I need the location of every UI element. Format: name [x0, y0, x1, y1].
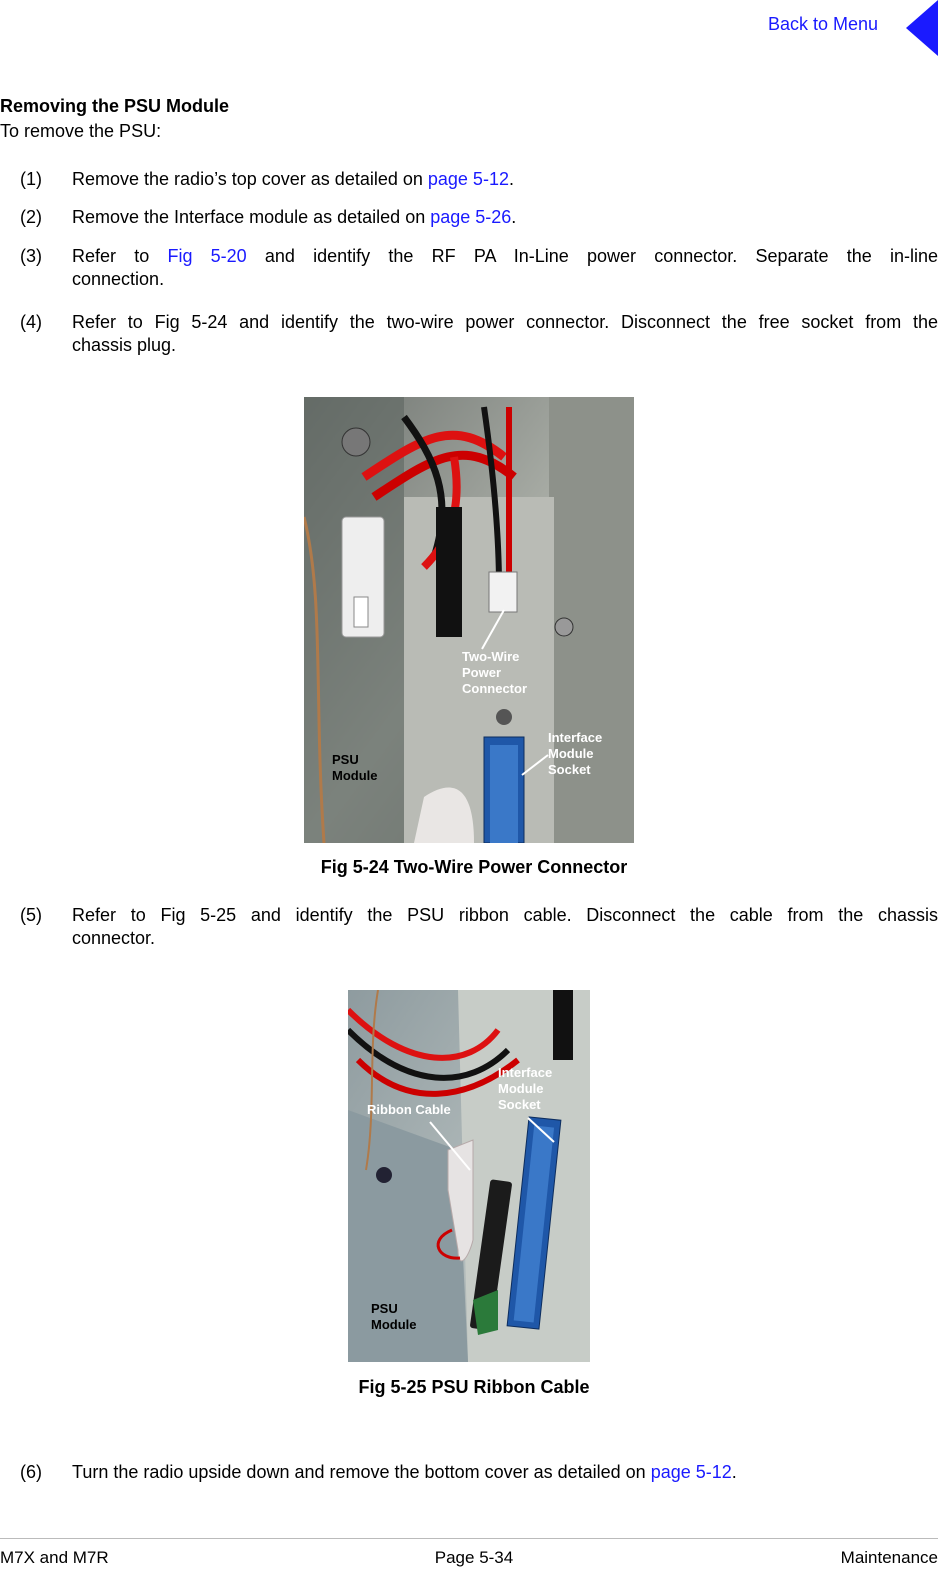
page-link[interactable]: page 5-12	[650, 1462, 732, 1482]
step-text: Refer to Fig 5-24 and identify the two-wire power connector. Disconnect the free socket from the chassis plug.	[72, 312, 938, 355]
page-link[interactable]: page 5-26	[430, 207, 512, 227]
step-text: Refer to Fig 5-20 and identify the RF PA In-Line power connector. Separate the in-line connection.	[72, 246, 938, 289]
footer-left: M7X and M7R	[0, 1548, 109, 1567]
step-number: (2)	[20, 207, 42, 227]
step-number: (6)	[20, 1462, 42, 1482]
step-text: Remove the radio’s top cover as detailed on page 5-12.	[72, 169, 514, 189]
label-two-wire-connector: Two-Wire Power Connector	[462, 649, 527, 696]
step-text: Remove the Interface module as detailed on page 5-26.	[72, 207, 517, 227]
label-interface-socket: Interface Module Socket	[498, 1065, 553, 1112]
step-text: Refer to Fig 5-25 and identify the PSU ribbon cable. Disconnect the cable from the chassis connector.	[72, 905, 938, 948]
footer-divider	[0, 1538, 938, 1539]
figure-photo-ribbon-cable	[348, 990, 590, 1362]
back-to-menu-link[interactable]: Back to Menu	[768, 14, 879, 34]
label-ribbon-cable: Ribbon Cable	[367, 1102, 451, 1117]
step-text: Turn the radio upside down and remove the bottom cover as detailed on page 5-12.	[72, 1462, 737, 1482]
figure-photo-two-wire-connector	[304, 397, 634, 843]
footer-right: Maintenance	[840, 1548, 938, 1567]
back-arrow-icon[interactable]	[906, 0, 938, 56]
label-psu-module: PSU Module	[332, 752, 378, 783]
footer-page-number: Page 5-34	[434, 1548, 514, 1567]
step-number: (1)	[20, 169, 42, 189]
step-number: (3)	[20, 246, 42, 266]
step-number: (5)	[20, 905, 42, 925]
figure-link[interactable]: Fig 5-20	[167, 246, 247, 266]
section-intro: To remove the PSU:	[0, 121, 162, 141]
figure-caption: Fig 5-24 Two-Wire Power Connector	[320, 857, 628, 877]
section-title: Removing the PSU Module	[0, 96, 230, 116]
figure-caption: Fig 5-25 PSU Ribbon Cable	[358, 1377, 590, 1397]
label-psu-module: PSU Module	[371, 1301, 417, 1332]
step-number: (4)	[20, 312, 42, 332]
label-interface-socket: Interface Module Socket	[548, 730, 603, 777]
page-link[interactable]: page 5-12	[427, 169, 509, 189]
